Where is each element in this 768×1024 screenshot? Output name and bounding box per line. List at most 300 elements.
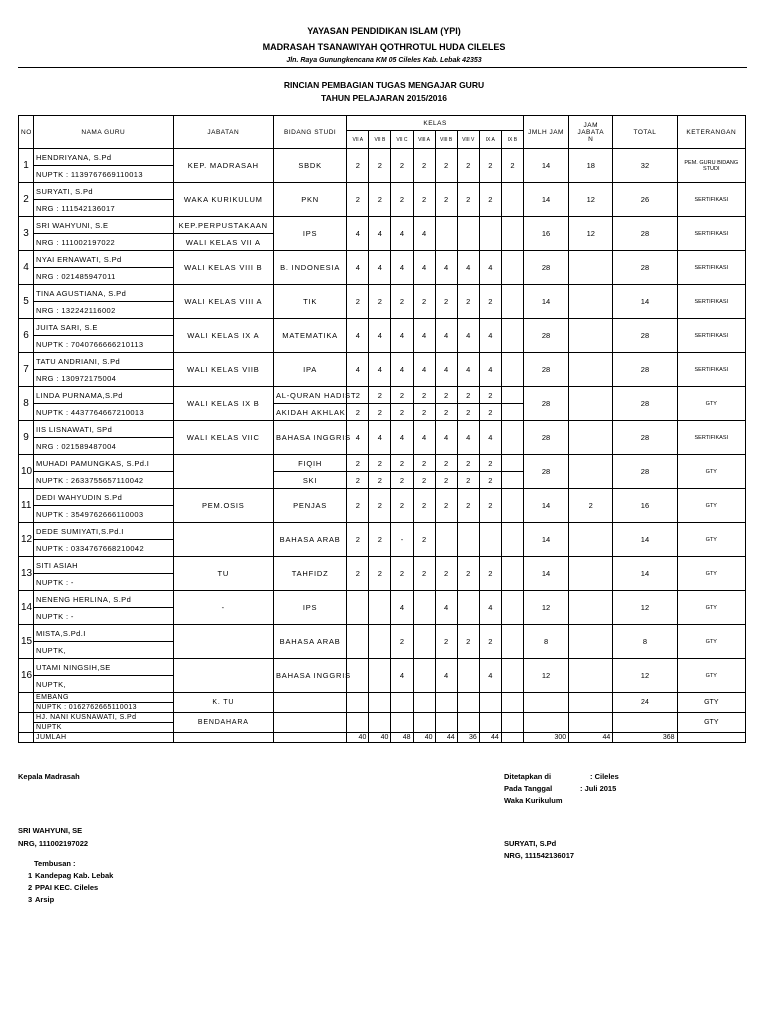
kelas-hours (501, 387, 523, 404)
jam-jabatan (569, 455, 613, 489)
kelas-hours: 2 (369, 404, 391, 421)
kelas-hours: 2 (347, 183, 369, 217)
document-year: TAHUN PELAJARAN 2015/2016 (321, 93, 447, 103)
kelas-hours: 2 (457, 455, 479, 472)
staff-row (19, 693, 746, 703)
remarks: GTY (677, 455, 745, 489)
teacher-id: NUPTK : 4437764667210013 (34, 404, 174, 421)
teacher-id: NRG : 111002197022 (34, 234, 174, 251)
teacher-id: NRG : 021589487004 (34, 438, 174, 455)
teacher-position: WALI KELAS VIII B (173, 251, 273, 285)
foundation-title: YAYASAN PENDIDIKAN ISLAM (YPI) (307, 26, 461, 36)
grand-total: 368 (613, 733, 677, 743)
teacher-name: NENENG HERLINA, S.Pd (34, 591, 174, 608)
teacher-row (19, 625, 746, 642)
teacher-subject: BAHASA INGGRIS (273, 659, 346, 693)
table-header (19, 116, 746, 149)
teacher-id: NUPTK : - (34, 574, 174, 591)
teacher-name: MUHADI PAMUNGKAS, S.Pd.I (34, 455, 174, 472)
kelas-hours: 2 (479, 183, 501, 217)
row-number: 10 (19, 455, 34, 489)
kelas-hours: 2 (435, 472, 457, 489)
staff-position: BENDAHARA (173, 713, 273, 733)
kelas-hours (501, 625, 523, 659)
remarks: GTY (677, 387, 745, 421)
teacher-position: - (173, 591, 273, 625)
totals-label: JUMLAH (34, 733, 174, 743)
kelas-hours: 2 (413, 404, 435, 421)
kelas-hours: 2 (479, 557, 501, 591)
kelas-hours: 2 (479, 387, 501, 404)
kelas-hours: 2 (391, 557, 413, 591)
row-number: 9 (19, 421, 34, 455)
kelas-hours: 2 (435, 489, 457, 523)
header-kelas-col: IX A (479, 131, 501, 149)
teacher-subject: MATEMATIKA (273, 319, 346, 353)
kelas-hours: 4 (391, 217, 413, 251)
kelas-hours: 2 (369, 183, 391, 217)
kelas-hours: 4 (457, 319, 479, 353)
kelas-total (501, 733, 523, 743)
total-hours: 28 (613, 217, 677, 251)
staff-name: EMBANG (34, 693, 174, 703)
kelas-hours: 4 (479, 421, 501, 455)
row-number: 12 (19, 523, 34, 557)
kelas-total: 44 (435, 733, 457, 743)
row-number: 8 (19, 387, 34, 421)
jmlh-jam: 12 (523, 659, 568, 693)
teacher-row (19, 489, 746, 506)
totals-position (173, 733, 273, 743)
header-kelas-col: VII C (391, 131, 413, 149)
teacher-id: NUPTK : 0334767668210042 (34, 540, 174, 557)
kelas-hours: 4 (457, 421, 479, 455)
kelas-hours: 2 (391, 625, 413, 659)
kelas-hours: 2 (347, 489, 369, 523)
kelas-hours: 2 (347, 557, 369, 591)
principal-nrg: NRG, 111002197022 (18, 839, 89, 848)
total-hours: 16 (613, 489, 677, 523)
kelas-hours: 2 (435, 455, 457, 472)
teacher-position: WALI KELAS IX B (173, 387, 273, 421)
kelas-hours: 2 (347, 149, 369, 183)
kelas-hours (479, 693, 501, 713)
kelas-hours: 2 (391, 387, 413, 404)
teacher-subject: TAHFIDZ (273, 557, 346, 591)
kelas-hours (413, 659, 435, 693)
kelas-hours: 4 (391, 319, 413, 353)
staff-id: NUPTK : 0162762665110013 (34, 703, 174, 713)
kelas-hours: 4 (435, 659, 457, 693)
kelas-hours: 2 (391, 455, 413, 472)
kelas-hours: 2 (479, 285, 501, 319)
kelas-hours: 4 (369, 421, 391, 455)
kelas-hours: 2 (479, 472, 501, 489)
totals-remarks (677, 733, 745, 743)
teacher-subject-2: AKIDAH AKHLAK (273, 404, 346, 421)
jam-jabatan (569, 353, 613, 387)
row-number: 2 (19, 183, 34, 217)
jmlh-total: 300 (523, 733, 568, 743)
row-number: 7 (19, 353, 34, 387)
teacher-id: NUPTK : 2633755657110042 (34, 472, 174, 489)
jmlh-jam: 14 (523, 149, 568, 183)
kelas-hours: 2 (347, 387, 369, 404)
teacher-row (19, 387, 746, 404)
kelas-hours (501, 421, 523, 455)
kelas-hours: 2 (347, 455, 369, 472)
kelas-hours: 2 (435, 387, 457, 404)
kelas-hours: 2 (457, 285, 479, 319)
jmlh-jam: 14 (523, 557, 568, 591)
teacher-name: HENDRIYANA, S.Pd (34, 149, 174, 166)
kelas-hours: 2 (501, 149, 523, 183)
remarks: GTY (677, 523, 745, 557)
staff-position: K. TU (173, 693, 273, 713)
remarks: GTY (677, 659, 745, 693)
teacher-position: WALI KELAS VIIB (173, 353, 273, 387)
teacher-subject: B. INDONESIA (273, 251, 346, 285)
total-hours: 28 (613, 455, 677, 489)
kelas-hours (369, 713, 391, 733)
kelas-hours (501, 659, 523, 693)
kelas-hours (479, 217, 501, 251)
jmlh-jam: 28 (523, 387, 568, 421)
kelas-hours: 2 (435, 404, 457, 421)
total-hours: 24 (613, 693, 677, 713)
jmlh-jam: 14 (523, 183, 568, 217)
kelas-hours: - (391, 523, 413, 557)
kelas-hours: 2 (413, 489, 435, 523)
kelas-hours (501, 557, 523, 591)
kelas-hours: 2 (369, 472, 391, 489)
jam-jabatan (569, 659, 613, 693)
kelas-hours (457, 217, 479, 251)
jam-jabatan (569, 591, 613, 625)
kelas-hours (501, 693, 523, 713)
kelas-total: 44 (479, 733, 501, 743)
kelas-hours: 2 (435, 149, 457, 183)
jmlh-jam: 28 (523, 455, 568, 489)
kelas-hours (347, 591, 369, 625)
jam-jabatan (569, 251, 613, 285)
kelas-hours: 4 (347, 251, 369, 285)
kelas-hours: 2 (369, 523, 391, 557)
teacher-row (19, 353, 746, 370)
kelas-hours: 2 (435, 285, 457, 319)
kelas-hours: 4 (369, 251, 391, 285)
teacher-position (173, 455, 273, 489)
school-title: MADRASAH TSANAWIYAH QOTHROTUL HUDA CILELES (262, 42, 506, 52)
kelas-hours: 2 (391, 472, 413, 489)
teacher-name: TINA AGUSTIANA, S.Pd (34, 285, 174, 302)
teacher-name: JUITA SARI, S.E (34, 319, 174, 336)
kelas-hours: 2 (479, 625, 501, 659)
teacher-name: LINDA PURNAMA,S.Pd (34, 387, 174, 404)
teacher-position-2: WALI KELAS VII A (173, 234, 273, 251)
header-kelas-col: VIII A (413, 131, 435, 149)
teacher-id: NUPTK : 3549762666110003 (34, 506, 174, 523)
cc-number: 3 (28, 895, 33, 904)
cc-item: PPAI KEC. Cileles (35, 883, 99, 892)
total-hours: 14 (613, 557, 677, 591)
kelas-hours: 4 (435, 591, 457, 625)
header-name: NAMA GURU (34, 116, 174, 149)
kelas-hours: 2 (369, 557, 391, 591)
teacher-subject: BAHASA ARAB (273, 523, 346, 557)
kelas-hours: 2 (369, 455, 391, 472)
teacher-id: NRG : 130972175004 (34, 370, 174, 387)
kelas-hours: 2 (457, 625, 479, 659)
kelas-hours: 4 (435, 251, 457, 285)
kelas-hours: 4 (457, 353, 479, 387)
vice-principal-name: SURYATI, S.Pd (504, 839, 557, 848)
kelas-hours (413, 713, 435, 733)
kelas-hours: 2 (391, 489, 413, 523)
kelas-hours (413, 625, 435, 659)
kelas-hours: 2 (413, 455, 435, 472)
kelas-hours: 2 (413, 183, 435, 217)
teacher-subject: SBDK (273, 149, 346, 183)
kelas-hours: 2 (457, 183, 479, 217)
kelas-hours (501, 472, 523, 489)
remarks: SERTIFIKASI (677, 183, 745, 217)
kelas-hours (369, 591, 391, 625)
decided-at-value: : Cileles (590, 772, 619, 781)
vice-principal-nrg: NRG, 111542136017 (504, 851, 575, 860)
header-kelas: KELAS (347, 116, 524, 131)
teacher-subject: BAHASA ARAB (273, 625, 346, 659)
teacher-row (19, 251, 746, 268)
row-number: 15 (19, 625, 34, 659)
teacher-row (19, 421, 746, 438)
kelas-hours (501, 319, 523, 353)
remarks: GTY (677, 693, 745, 713)
kelas-hours: 2 (457, 489, 479, 523)
kelas-hours: 4 (347, 217, 369, 251)
teacher-id: NUPTK, (34, 676, 174, 693)
jmlh-jam: 28 (523, 421, 568, 455)
kelas-hours: 4 (391, 251, 413, 285)
teacher-row (19, 659, 746, 676)
teacher-name: DEDE SUMIYATI,S.Pd.I (34, 523, 174, 540)
teacher-subject: PKN (273, 183, 346, 217)
jmlh-jam: 14 (523, 523, 568, 557)
header-ket: KETERANGAN (677, 116, 745, 149)
kelas-hours: 4 (413, 251, 435, 285)
row-number: 1 (19, 149, 34, 183)
kelas-hours: 4 (457, 251, 479, 285)
kelas-hours: 2 (413, 387, 435, 404)
header-kelas-col: VIII B (435, 131, 457, 149)
teacher-name: SURYATI, S.Pd (34, 183, 174, 200)
teacher-position: WALI KELAS VIIC (173, 421, 273, 455)
jam-jabatan (569, 319, 613, 353)
header-no: NO (19, 116, 34, 149)
kelas-hours: 2 (457, 149, 479, 183)
cc-number: 1 (28, 871, 33, 880)
jam-jabatan (569, 285, 613, 319)
teacher-subject: IPS (273, 591, 346, 625)
teacher-row (19, 183, 746, 200)
teacher-subject: FIQIH (273, 455, 346, 472)
jam-jabatan (569, 387, 613, 421)
teacher-row (19, 319, 746, 336)
remarks: SERTIFIKASI (677, 285, 745, 319)
kelas-hours: 2 (479, 404, 501, 421)
cc-number: 2 (28, 883, 33, 892)
kelas-hours: 2 (347, 472, 369, 489)
kelas-hours (391, 693, 413, 713)
kelas-hours: 2 (457, 404, 479, 421)
kelas-hours: 4 (391, 421, 413, 455)
jam-jabatan: 18 (569, 149, 613, 183)
kelas-hours: 4 (391, 591, 413, 625)
kelas-total: 40 (369, 733, 391, 743)
teacher-position: KEP.PERPUSTAKAAN (173, 217, 273, 234)
teacher-row (19, 557, 746, 574)
kelas-hours (457, 591, 479, 625)
kelas-hours: 4 (435, 319, 457, 353)
total-hours: 28 (613, 387, 677, 421)
kelas-hours (501, 713, 523, 733)
jmlh-jam: 28 (523, 319, 568, 353)
jmlh-jam: 12 (523, 591, 568, 625)
jam-jabatan: 2 (569, 489, 613, 523)
total-hours: 28 (613, 319, 677, 353)
kelas-hours: 2 (369, 149, 391, 183)
kelas-hours: 2 (479, 489, 501, 523)
kelas-hours: 4 (413, 217, 435, 251)
row-number: 14 (19, 591, 34, 625)
header-jam-jabatan-line3: N (588, 135, 594, 143)
kelas-hours (501, 353, 523, 387)
kelas-hours: 2 (347, 285, 369, 319)
kelas-hours: 4 (413, 319, 435, 353)
header-kelas-col: VII B (369, 131, 391, 149)
jam-jabatan (569, 713, 613, 733)
remarks: SERTIFIKASI (677, 319, 745, 353)
teacher-subject: BAHASA INGGRIS (273, 421, 346, 455)
remarks: GTY (677, 489, 745, 523)
document-title: RINCIAN PEMBAGIAN TUGAS MENGAJAR GURU (283, 80, 485, 90)
kelas-hours (501, 591, 523, 625)
total-hours: 26 (613, 183, 677, 217)
kelas-hours: 2 (413, 149, 435, 183)
row-number: 6 (19, 319, 34, 353)
total-hours: 28 (613, 421, 677, 455)
kelas-hours: 2 (435, 183, 457, 217)
kelas-hours (369, 693, 391, 713)
teacher-id: NRG : 021485947011 (34, 268, 174, 285)
kelas-hours: 2 (479, 149, 501, 183)
teacher-position (173, 625, 273, 659)
kelas-hours (479, 523, 501, 557)
staff-id: NUPTK (34, 723, 174, 733)
kelas-hours: 4 (347, 421, 369, 455)
teacher-position: PEM.OSIS (173, 489, 273, 523)
remarks: GTY (677, 625, 745, 659)
kelas-hours: 2 (457, 387, 479, 404)
total-hours: 28 (613, 251, 677, 285)
kelas-hours: 2 (457, 557, 479, 591)
kelas-hours: 4 (479, 251, 501, 285)
header-divider (18, 67, 747, 68)
kelas-hours: 4 (413, 353, 435, 387)
staff-row (19, 713, 746, 723)
kelas-hours (391, 713, 413, 733)
remarks: SERTIFIKASI (677, 217, 745, 251)
kelas-hours: 4 (369, 353, 391, 387)
teacher-name: DEDI WAHYUDIN S.Pd (34, 489, 174, 506)
kelas-hours: 2 (413, 472, 435, 489)
date-label: Pada Tanggal (504, 784, 553, 793)
remarks: GTY (677, 713, 745, 733)
row-number: 3 (19, 217, 34, 251)
teacher-id: NRG : 132242116002 (34, 302, 174, 319)
teacher-subject: IPS (273, 217, 346, 251)
cc-title: Tembusan : (34, 859, 76, 868)
staff-subject (273, 693, 346, 713)
total-hours: 14 (613, 285, 677, 319)
staff-name: HJ. NANI KUSNAWATI, S.Pd (34, 713, 174, 723)
kelas-hours: 2 (413, 285, 435, 319)
kelas-hours (457, 659, 479, 693)
principal-name: SRI WAHYUNI, SE (18, 826, 83, 835)
kelas-hours: 4 (479, 353, 501, 387)
header-jam-jabatan-line2: JABATA (577, 128, 605, 136)
decided-at-label: Ditetapkan di (504, 772, 552, 781)
teacher-name: MISTA,S.Pd.I (34, 625, 174, 642)
teacher-position: KEP. MADRASAH (173, 149, 273, 183)
jam-jabatan (569, 557, 613, 591)
kelas-hours: 2 (457, 472, 479, 489)
kelas-hours (457, 713, 479, 733)
kelas-hours: 2 (369, 489, 391, 523)
kelas-hours: 4 (479, 319, 501, 353)
principal-title: Kepala Madrasah (18, 772, 80, 781)
teacher-name: UTAMI NINGSIH,SE (34, 659, 174, 676)
kelas-hours (413, 693, 435, 713)
header-kelas-col: VII A (347, 131, 369, 149)
jmlh-jam: 28 (523, 353, 568, 387)
kelas-hours: 2 (479, 455, 501, 472)
teacher-subject: TIK (273, 285, 346, 319)
kelas-hours: 2 (391, 183, 413, 217)
kelas-hours (501, 183, 523, 217)
totals-no (19, 733, 34, 743)
totals-subject (273, 733, 346, 743)
kelas-hours: 4 (435, 353, 457, 387)
total-hours: 12 (613, 659, 677, 693)
jam-jabatan (569, 421, 613, 455)
kelas-hours (435, 713, 457, 733)
jabatan-total: 44 (569, 733, 613, 743)
teacher-id: NUPTK : - (34, 608, 174, 625)
teaching-assignment-table (18, 115, 746, 743)
cc-item: Kandepag Kab. Lebak (35, 871, 114, 880)
kelas-hours: 4 (369, 319, 391, 353)
total-hours: 12 (613, 591, 677, 625)
kelas-hours (479, 713, 501, 733)
teacher-row (19, 591, 746, 608)
kelas-hours (501, 251, 523, 285)
row-number: 13 (19, 557, 34, 591)
jmlh-jam (523, 713, 568, 733)
teacher-position: WALI KELAS VIII A (173, 285, 273, 319)
kelas-hours: 2 (391, 285, 413, 319)
cc-item: Arsip (35, 895, 55, 904)
